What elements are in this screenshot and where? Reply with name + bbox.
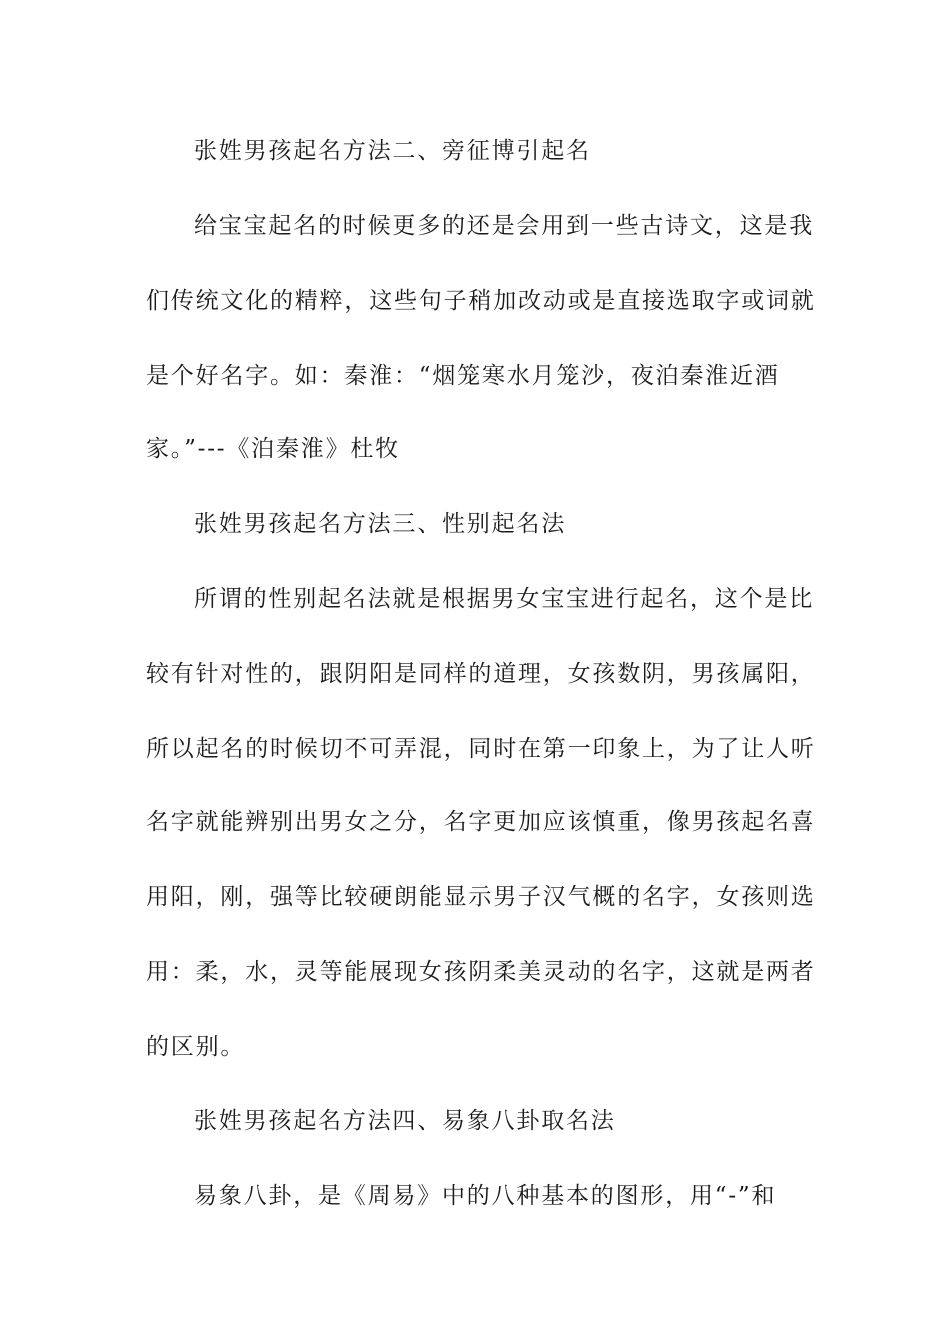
paragraph-line: 给宝宝起名的时候更多的还是会用到一些古诗文，这是我: [194, 213, 814, 239]
paragraph-line: 较有针对性的，跟阴阳是同样的道理，女孩数阴，男孩属阳，: [146, 661, 816, 687]
paragraph-line: 所谓的性别起名法就是根据男女宝宝进行起名，这个是比: [194, 586, 814, 612]
paragraph-line: 所以起名的时候切不可弄混，同时在第一印象上，为了让人听: [146, 736, 816, 762]
section-heading-4: 张姓男孩起名方法四、易象八卦取名法: [194, 1108, 616, 1134]
section-heading-3: 张姓男孩起名方法三、性别起名法: [194, 511, 566, 537]
paragraph-line: 是个好名字。如：秦淮：“烟笼寒水月笼沙，夜泊秦淮近酒: [146, 363, 780, 389]
paragraph-line: 用阳，刚，强等比较硬朗能显示男子汉气概的名字，女孩则选: [146, 884, 816, 910]
paragraph-line: 名字就能辨别出男女之分，名字更加应该慎重，像男孩起名喜: [146, 809, 816, 835]
paragraph-line: 用：柔，水，灵等能展现女孩阴柔美灵动的名字，这就是两者: [146, 959, 816, 985]
paragraph-line: 易象八卦，是《周易》中的八种基本的图形，用“-”和: [194, 1183, 777, 1209]
paragraph-line: 家。”---《泊秦淮》杜牧: [146, 436, 400, 462]
section-heading-2: 张姓男孩起名方法二、旁征博引起名: [194, 138, 591, 164]
paragraph-line: 们传统文化的精粹，这些句子稍加改动或是直接选取字或词就: [146, 288, 816, 314]
paragraph-line: 的区别。: [146, 1034, 246, 1060]
